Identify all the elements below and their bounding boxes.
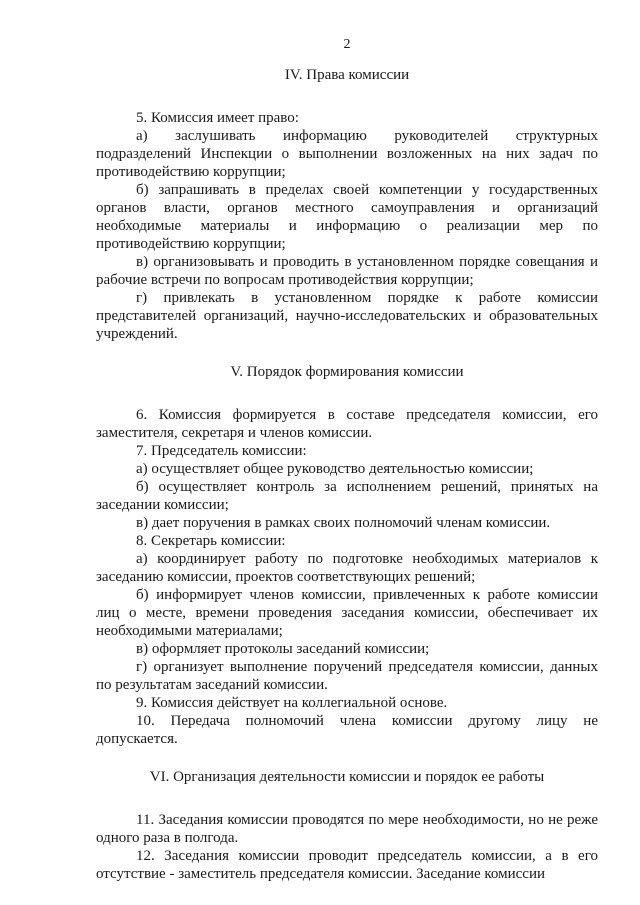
page-number: 2 xyxy=(343,37,351,52)
paragraph: 9. Комиссия действует на коллегиальной основе. xyxy=(136,695,448,711)
section-heading: V. Порядок формирования комиссии xyxy=(230,364,464,380)
paragraph: в) оформляет протоколы заседаний комиссии; xyxy=(136,641,430,657)
section-organization xyxy=(96,768,598,883)
paragraph: б) информирует членов комиссии, привлеченных к работе комиссии лиц о месте, времени проведения заседания комиссии, обеспечивает их необходимыми материалами; xyxy=(96,587,598,639)
paragraph: г) организует выполнение поручений председателя комиссии, данных по результатам заседаний комиссии. xyxy=(96,659,598,693)
paragraph: б) запрашивать в пределах своей компетенции у государственных органов власти, органов местного самоуправления и организаций необходимые материалы и информацию о реализации мер по противодействию коррупции; xyxy=(96,182,598,252)
paragraph: в) дает поручения в рамках своих полномочий членам комиссии. xyxy=(136,515,551,531)
paragraph: в) организовывать и проводить в установленном порядке совещания и рабочие встречи по вопросам противодействия коррупции; xyxy=(96,254,598,288)
paragraph: 11. Заседания комиссии проводятся по мере необходимости, но не реже одного раза в полгода. xyxy=(96,812,598,846)
section-rights xyxy=(96,66,598,343)
paragraph: а) осуществляет общее руководство деятельностью комиссии; xyxy=(136,461,534,477)
paragraph: а) координирует работу по подготовке необходимых материалов к заседанию комиссии, проектов соответствующих решений; xyxy=(96,551,598,585)
paragraph: 5. Комиссия имеет право: xyxy=(136,110,299,126)
paragraph: г) привлекать в установленном порядке к работе комиссии представителей организаций, научно-исследовательских и образовательных учреждений. xyxy=(96,290,598,342)
paragraph: 7. Председатель комиссии: xyxy=(136,443,307,459)
paragraph: а) заслушивать информацию руководителей структурных подразделений Инспекции о выполнении возложенных на них задач по противодействию коррупции; xyxy=(96,128,598,180)
paragraph: б) осуществляет контроль за исполнением решений, принятых на заседании комиссии; xyxy=(96,479,598,513)
paragraph: 12. Заседания комиссии проводит председатель комиссии, а в его отсутствие - заместитель председателя комиссии. Заседание комиссии xyxy=(96,848,598,882)
paragraph: 6. Комиссия формируется в составе председателя комиссии, его заместителя, секретаря и членов комиссии. xyxy=(96,407,598,441)
paragraph: 10. Передача полномочий члена комиссии другому лицу не допускается. xyxy=(96,713,598,747)
section-heading: IV. Права комиссии xyxy=(284,67,410,83)
section-heading: VI. Организация деятельности комиссии и порядок ее работы xyxy=(149,769,545,785)
section-formation xyxy=(96,363,598,748)
paragraph: 8. Секретарь комиссии: xyxy=(136,533,286,549)
